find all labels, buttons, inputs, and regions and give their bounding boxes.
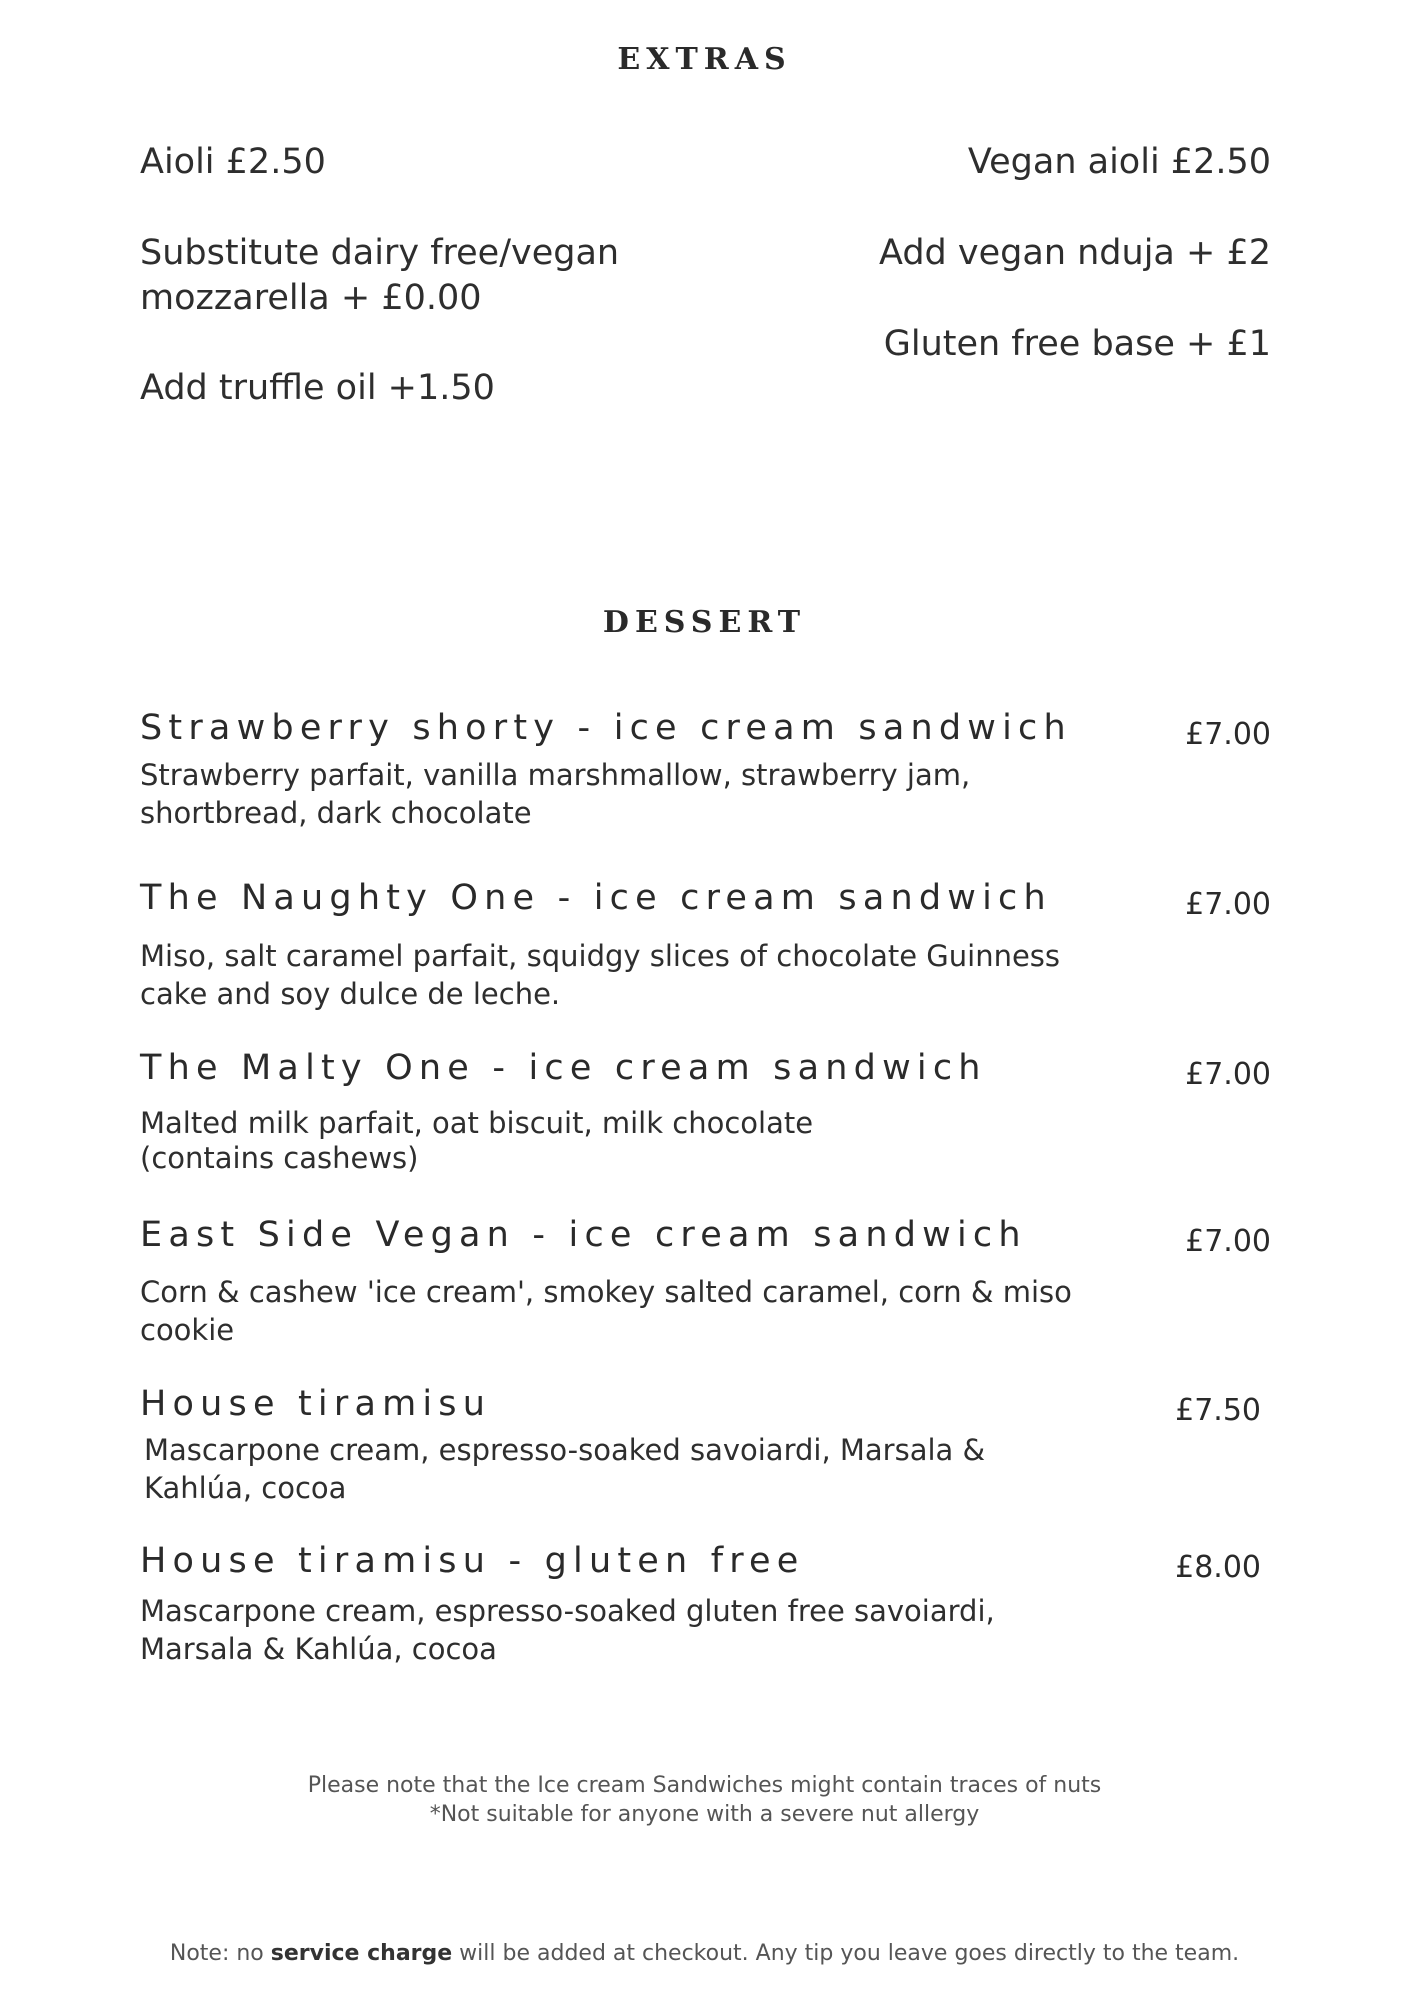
service-charge-note (0, 1941, 1409, 1966)
extra-vegan-aioli: Vegan aioli £2.50 (967, 142, 1271, 182)
nut-warning-line2: *Not suitable for anyone with a severe nut allergy (429, 1802, 980, 1827)
dessert-item-name: East Side Vegan - ice cream sandwich (140, 1215, 1027, 1255)
dessert-item-price: £7.00 (1185, 887, 1271, 922)
dessert-item-name: House tiramisu (140, 1384, 492, 1424)
dessert-item-description: Miso, salt caramel parfait, squidgy slices of chocolate Guinness cake and soy dulce de leche. (140, 939, 1061, 1011)
dessert-item-price: £8.00 (1175, 1550, 1261, 1585)
extras-title: EXTRAS (617, 42, 792, 77)
dessert-item-price: £7.00 (1185, 717, 1271, 752)
dessert-item-description: Mascarpone cream, espresso-soaked gluten free savoiardi, Marsala & Kahlúa, cocoa (140, 1594, 995, 1666)
nut-warning-line1: Please note that the Ice cream Sandwiches might contain traces of nuts (307, 1773, 1102, 1798)
nut-warning (0, 1771, 1409, 1829)
dessert-title: DESSERT (602, 605, 807, 640)
dessert-item-name: The Malty One - ice cream sandwich (140, 1048, 987, 1088)
dessert-item-description: Mascarpone cream, espresso-soaked savoiardi, Marsala & Kahlúa, cocoa (144, 1433, 986, 1505)
dessert-item-name: Strawberry shorty - ice cream sandwich (140, 708, 1072, 748)
footer-prefix: Note: no (169, 1941, 271, 1966)
dessert-item-name: The Naughty One - ice cream sandwich (140, 878, 1052, 918)
dessert-item-description: Malted milk parfait, oat biscuit, milk chocolate (contains cashews) (140, 1106, 814, 1175)
dessert-item-description: Strawberry parfait, vanilla marshmallow, strawberry jam, shortbread, dark chocolate (140, 758, 971, 830)
dessert-item-price: £7.50 (1175, 1393, 1261, 1428)
footer-suffix: will be added at checkout. Any tip you leave goes directly to the team. (452, 1941, 1240, 1966)
dessert-item-price: £7.00 (1185, 1057, 1271, 1092)
dessert-item-price: £7.00 (1185, 1224, 1271, 1259)
extra-vegan-nduja: Add vegan nduja + £2 (879, 233, 1271, 273)
extra-vegan-mozzarella: Substitute dairy free/vegan mozzarella + £0.00 (140, 233, 620, 318)
extra-gluten-free-base: Gluten free base + £1 (883, 324, 1271, 364)
extra-aioli: Aioli £2.50 (140, 142, 326, 182)
dessert-item-name: House tiramisu - gluten free (140, 1541, 805, 1581)
footer-bold: service charge (270, 1941, 453, 1966)
extra-truffle-oil: Add truffle oil +1.50 (140, 368, 495, 408)
dessert-item-description: Corn & cashew 'ice cream', smokey salted caramel, corn & miso cookie (140, 1275, 1072, 1347)
